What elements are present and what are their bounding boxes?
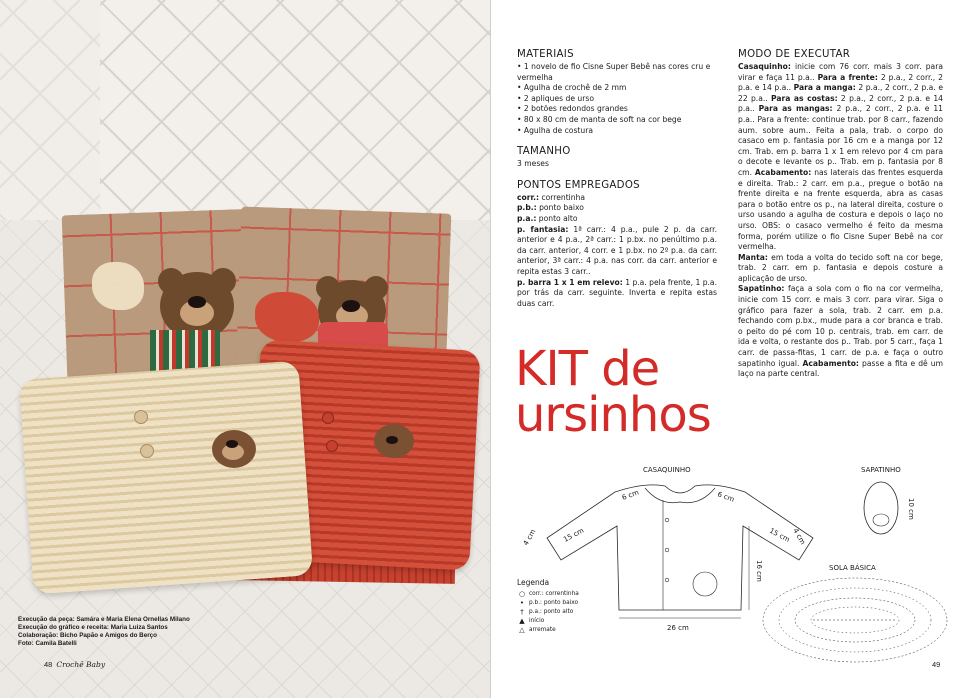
modo-step-label: Sapatinho: (738, 284, 785, 294)
ponto-entry (517, 193, 717, 204)
chain-symbol-icon: ○ (518, 589, 526, 598)
sola-chart (763, 578, 947, 662)
dim-collar: 6 cm (620, 488, 640, 502)
casaquinho-title: CASAQUINHO (643, 466, 691, 474)
page-number-left: 48 (44, 660, 53, 669)
modo-step-label: Acabamento: (802, 358, 859, 368)
start-marker-icon: ▲ (519, 616, 525, 625)
credit-line: Execução do gráfico e receita: Maria Luiza Santos (18, 624, 168, 631)
modo-step-text: 2 p.a., 2 corr., 2 p.a. e 22 p.a.. (738, 83, 943, 103)
materiais-item: • Agulha de crochê de 2 mm (517, 83, 717, 94)
materiais-item: • 2 botões redondos grandes (517, 104, 717, 115)
folio-left (44, 660, 105, 669)
sola-title: SOLA BÁSICA (829, 564, 876, 572)
materiais-list (517, 62, 717, 136)
dim-length: 16 cm (755, 560, 763, 582)
legend-row (517, 616, 579, 625)
magazine-brand: Crochê Baby (56, 660, 106, 669)
modo-step-text: faça a sola com o fio na cor vermelha, inicie com 15 corr. e mais 3 corr. para virar. Siga o gráfico para fazer a sola, trab. 2 carr. em p.a. fechando com p.bx., mude para a cor branca e trab. o peito do pé com 10 p. centrais, trab. em carr. de ida e volta, o restante dos p.. Trab. por 5 carr., faça 1 carr. de passa-fitas, 1 carr. de p.a. e faça o outro sapatinho igual. (738, 284, 943, 368)
legend (517, 578, 579, 634)
sweater-cream-button (140, 444, 154, 458)
sweater-cream-button (134, 410, 148, 424)
column-left (517, 48, 717, 318)
sapatinho-title: SAPATINHO (861, 466, 901, 474)
headline-line-2: ursinhos (515, 387, 711, 443)
legend-title: Legenda (517, 578, 550, 587)
modo-step-label: Casaquinho: (738, 62, 791, 71)
ponto-label: p. barra 1 x 1 em relevo: (517, 277, 623, 287)
modo-step-label: Acabamento: (754, 167, 812, 177)
sweater-cream (19, 360, 313, 594)
sweater-red-button (322, 412, 334, 424)
legend-text: p.a.: ponto alto (529, 608, 574, 615)
jacket-outline (547, 485, 813, 610)
modo-paragraph (738, 253, 943, 285)
column-right (738, 48, 943, 380)
modo-step-text: 2 p.a., 2 corr., 2 p.a. e 14 p.a.. (738, 93, 943, 114)
modo-step-label: Para a manga: (793, 83, 856, 93)
modo-body (738, 62, 943, 380)
jacket-button (665, 518, 669, 522)
article-headline (515, 341, 711, 443)
modo-step-label: Manta: (738, 252, 768, 262)
dim-sleeve-right: 15 cm (768, 526, 792, 545)
bootie-cream (92, 262, 144, 310)
legend-text: p.b.: ponto baixo (529, 599, 579, 606)
materiais-title: MATERIAIS (517, 49, 574, 60)
dim-sleeve-left: 15 cm (562, 526, 586, 544)
materiais-item: • Agulha de costura (517, 126, 717, 137)
headline-line-1: KIT de (515, 341, 660, 397)
materiais-item: • 80 x 80 cm de manta de soft na cor bege (517, 115, 717, 126)
ponto-label: p. fantasia: (517, 224, 569, 234)
tamanho-value: 3 meses (517, 159, 549, 169)
materiais-section (517, 48, 717, 136)
dim-collar-right: 6 cm (716, 490, 736, 504)
jacket-button (665, 548, 669, 552)
finish-marker-icon: △ (519, 625, 525, 634)
materiais-item: • 1 novelo de fio Cisne Super Bebê nas cores cru e vermelha (517, 62, 717, 83)
modo-step-text: inicie com 76 corr. mais 3 corr. para virar e faça 11 p.a.. (738, 62, 943, 82)
ponto-text: ponto alto (536, 213, 578, 223)
dim-width: 26 cm (667, 624, 689, 632)
credit-line: Colaboração: Bicho Papão e Amigos do Berço (18, 632, 158, 639)
ponto-entry (517, 278, 717, 310)
dim-sapatinho: 10 cm (907, 498, 915, 520)
modo-step-label: Para as mangas: (758, 104, 833, 114)
credit-line: Foto: Camila Batelli (18, 640, 77, 647)
modo-step-text: em toda a volta do tecido soft na cor bege, trab. 2 carr. em p. fantasia e depois costure a aplicação de urso. (738, 252, 943, 283)
single-crochet-icon: • (519, 598, 525, 607)
bootie-red (255, 292, 319, 342)
ponto-text: correntinha (539, 192, 586, 202)
legend-row (517, 625, 579, 634)
credit-line: Execução da peça: Samára e Maria Elena Ornellas Milano (18, 616, 190, 623)
modo-step-text: nas laterais das frentes esquerda e direita. Trab.: 2 carr. em p.a., pregue o botão na frente direita e na frente esquerda, abra as casas para o botão entre os p., na lateral direita, costure o urso usando a agulha de costura e depois o laço no urso. OBS: o casaco vermelho é feito da mesma forma, porém utilize o fio Cisne Super Bebê na cor vermelha. (738, 167, 943, 252)
modo-paragraph (738, 284, 943, 379)
jacket-pocket (693, 572, 717, 596)
ponto-entry (517, 214, 717, 225)
pontos-title: PONTOS EMPREGADOS (517, 179, 640, 191)
ponto-text: 1 p.a. pela frente, 1 p.a. por trás da carr. seguinte. Inverta e repita estas duas carr. (517, 277, 717, 308)
jacket-collar (645, 488, 715, 503)
modo-step-label: Para as costas: (771, 93, 838, 103)
modo-step-text: 2 p.a., 2 corr., 2 p.a. e 11 p.a.. Para a frente: continue trab. por 8 carr., fazendo aum. sobre aum.. Feita a pala, trab. o corpo do casaco em p. fantasia por 16 cm e a manga por 12 cm. Trab. em p. barra 1 x 1 em relevo por 4 cm para o decote e levante os p.. Trab. em p. fantasia por 8 cm. (738, 104, 943, 177)
modo-step-text: passe a fita e dê um laço na parte central. (738, 358, 943, 379)
tamanho-title: TAMANHO (517, 146, 571, 158)
bootie-toe (873, 514, 889, 526)
ponto-label: p.a.: (517, 213, 537, 223)
modo-paragraph (738, 62, 943, 253)
legend-text: início (529, 617, 545, 624)
ponto-label: p.b.: (517, 203, 537, 213)
double-crochet-icon: † (520, 607, 524, 616)
legend-row (517, 598, 579, 607)
sweater-red-button (326, 440, 338, 452)
pattern-diagrams (495, 460, 955, 670)
photo-credits (18, 616, 190, 648)
ponto-label: corr.: (517, 192, 540, 202)
modo-step-text: 2 p.a., 2 corr., 2 p.a. e 14 p.a.. (738, 72, 943, 93)
legend-row (517, 607, 579, 616)
dim-cuff-right: 4 cm (791, 527, 807, 547)
jacket-button (665, 578, 669, 582)
pillow-right (100, 0, 490, 240)
legend-text: arremate (529, 626, 556, 633)
pontos-section (517, 179, 717, 310)
page-spine (490, 0, 491, 698)
dim-cuff-left: 4 cm (521, 527, 538, 547)
modo-title: MODO DE EXECUTAR (738, 49, 851, 60)
legend-text: corr.: correntinha (529, 590, 579, 597)
ponto-entry (517, 203, 717, 214)
ponto-text: 1ª carr.: 4 p.a., pule 2 p. da carr. anterior e 4 p.a., 2ª carr.: 1 p.bx. no penúltimo p.a. da carr. anterior, 4 corr. e 1 p.bx. no 2º p.a. da carr. anterior, 3ª carr.: 4 p.a. nas corr. da carr. anterior e repita estas 3 carr.. (517, 224, 717, 276)
materiais-item: • 2 apliques de urso (517, 94, 717, 105)
modo-step-label: Para a frente: (817, 72, 878, 82)
ponto-text: ponto baixo (536, 203, 584, 213)
ponto-entry (517, 225, 717, 278)
page-number-right: 49 (932, 660, 941, 669)
legend-row (517, 589, 579, 598)
tamanho-section (517, 145, 717, 170)
